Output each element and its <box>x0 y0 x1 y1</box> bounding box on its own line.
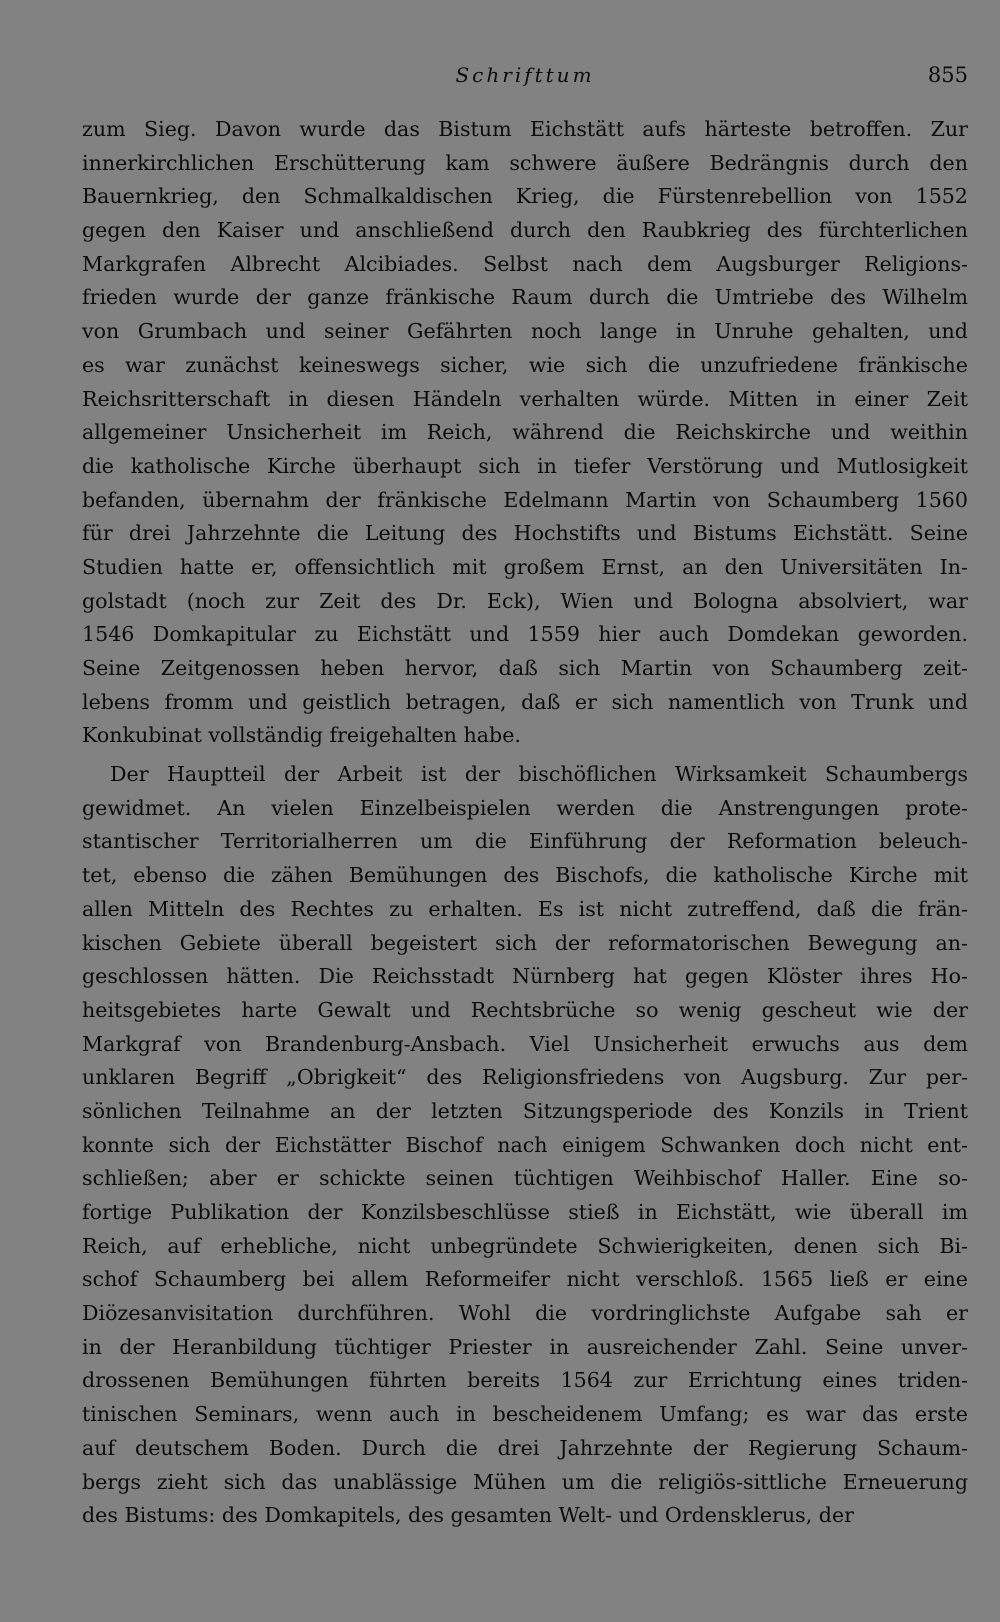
text-line: gegen den Kaiser und anschließend durch den Raubkrieg des fürchterlichen <box>82 218 968 243</box>
text-line: des Bistums: des Domkapitels, des gesamten Welt- und Ordensklerus, der <box>82 1503 855 1528</box>
paragraph-2 <box>82 758 968 1533</box>
text-line: es war zunächst keineswegs sicher, wie sich die unzufriedene fränkische <box>82 352 968 377</box>
text-line: tet, ebenso die zähen Bemühungen des Bischofs, die katholische Kirche mit <box>82 863 968 888</box>
text-line: frieden wurde der ganze fränkische Raum durch die Umtriebe des Wilhelm <box>82 285 968 310</box>
text-line: in der Heranbildung tüchtiger Priester in ausreichender Zahl. Seine unver- <box>82 1334 968 1359</box>
text-line: drossenen Bemühungen führten bereits 1564 zur Errichtung eines triden- <box>82 1368 968 1393</box>
text-line: schof Schaumberg bei allem Reformeifer nicht verschloß. 1565 ließ er eine <box>82 1267 968 1292</box>
text-line: kischen Gebiete überall begeistert sich der reformatorischen Bewegung an- <box>82 930 968 955</box>
text-line: zum Sieg. Davon wurde das Bistum Eichstätt aufs härteste betroffen. Zur <box>82 117 968 141</box>
text-line: geschlossen hätten. Die Reichsstadt Nürnberg hat gegen Klöster ihres Ho- <box>82 964 968 989</box>
text-line: innerkirchlichen Erschütterung kam schwere äußere Bedrängnis durch den <box>82 150 968 175</box>
text-line: Konkubinat vollständig freigehalten habe. <box>82 723 521 748</box>
text-line: sönlichen Teilnahme an der letzten Sitzungsperiode des Konzils in Trient <box>82 1098 968 1123</box>
text-line: Studien hatte er, offensichtlich mit großem Ernst, an den Universitäten In- <box>82 554 968 579</box>
paragraph-1 <box>82 113 968 753</box>
text-line: 1546 Domkapitular zu Eichstätt und 1559 hier auch Domdekan geworden. <box>82 622 968 647</box>
text-line: von Grumbach und seiner Gefährten noch lange in Unruhe gehalten, und <box>82 319 968 344</box>
text-line: fortige Publikation der Konzilsbeschlüsse stieß in Eichstätt, wie überall im <box>82 1200 968 1224</box>
text-line: golstadt (noch zur Zeit des Dr. Eck), Wien und Bologna absolviert, war <box>82 588 968 613</box>
page-number: 855 <box>927 63 968 87</box>
running-title: Schrifttum <box>455 63 595 87</box>
text-line: schließen; aber er schickte seinen tüchtigen Weihbischof Haller. Eine so- <box>82 1166 968 1191</box>
text-line: befanden, übernahm der fränkische Edelmann Martin von Schaumberg 1560 <box>82 487 968 512</box>
text-line: Der Hauptteil der Arbeit ist der bischöflichen Wirksamkeit Schaumbergs <box>110 762 968 787</box>
text-line: Reich, auf erhebliche, nicht unbegründete Schwierigkeiten, denen sich Bi- <box>82 1233 968 1258</box>
text-line: Seine Zeitgenossen heben hervor, daß sich Martin von Schaumberg zeit- <box>82 656 968 680</box>
running-header <box>82 58 968 92</box>
body-text <box>82 113 968 1533</box>
text-line: allgemeiner Unsicherheit im Reich, während die Reichskirche und weithin <box>82 420 968 445</box>
text-line: unklaren Begriff „Obrigkeit“ des Religionsfriedens von Augsburg. Zur per- <box>82 1065 968 1090</box>
text-line: konnte sich der Eichstätter Bischof nach einigem Schwanken doch nicht ent- <box>82 1132 968 1157</box>
text-line: Markgraf von Brandenburg-Ansbach. Viel Unsicherheit erwuchs aus dem <box>82 1031 968 1056</box>
text-line: die katholische Kirche überhaupt sich in tiefer Verstörung und Mutlosigkeit <box>82 453 968 478</box>
text-line: stantischer Territorialherren um die Einführung der Reformation beleuch- <box>82 829 968 854</box>
text-line: für drei Jahrzehnte die Leitung des Hochstifts und Bistums Eichstätt. Seine <box>82 521 968 546</box>
text-line: tinischen Seminars, wenn auch in bescheidenem Umfang; es war das erste <box>82 1402 968 1427</box>
text-line: gewidmet. An vielen Einzelbeispielen werden die Anstrengungen prote- <box>82 795 968 820</box>
text-line: heitsgebietes harte Gewalt und Rechtsbrüche so wenig gescheut wie der <box>82 997 968 1022</box>
text-line: Markgrafen Albrecht Alcibiades. Selbst nach dem Augsburger Religions- <box>82 251 968 276</box>
text-line: lebens fromm und geistlich betragen, daß er sich namentlich von Trunk und <box>82 689 968 714</box>
text-line: Reichsritterschaft in diesen Händeln verhalten würde. Mitten in einer Zeit <box>82 386 968 411</box>
text-line: Diözesanvisitation durchführen. Wohl die vordringlichste Aufgabe sah er <box>82 1301 968 1326</box>
text-line: Bauernkrieg, den Schmalkaldischen Krieg, die Fürstenrebellion von 1552 <box>82 184 968 209</box>
text-line: bergs zieht sich das unablässige Mühen um die religiös-sittliche Erneuerung <box>82 1469 968 1494</box>
text-line: auf deutschem Boden. Durch die drei Jahrzehnte der Regierung Schaum- <box>82 1435 968 1460</box>
text-line: allen Mitteln des Rechtes zu erhalten. Es ist nicht zutreffend, daß die frän- <box>82 896 968 921</box>
